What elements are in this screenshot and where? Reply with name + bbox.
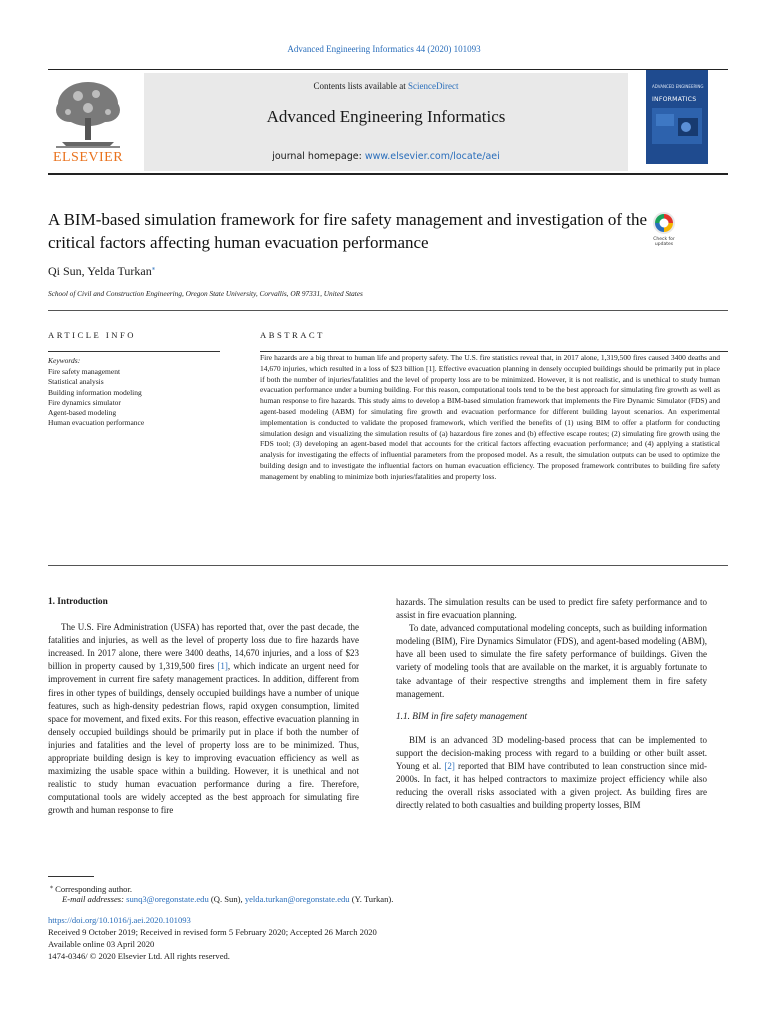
cover-artwork-icon xyxy=(646,70,708,164)
abstract-rule xyxy=(260,351,728,352)
email-label: E-mail addresses: xyxy=(62,894,124,904)
corresponding-author-mark[interactable]: ⁎ xyxy=(151,264,156,272)
section-heading-introduction: 1. Introduction xyxy=(48,597,108,607)
journal-homepage-line xyxy=(144,151,628,162)
corresponding-text: Corresponding author. xyxy=(55,883,133,894)
keywords-label: Keywords: xyxy=(48,356,81,365)
check-updates-line1: Check for xyxy=(653,237,675,242)
keyword-item: Building information modeling xyxy=(48,387,142,397)
bim-text-part1: BIM is an advanced 3D modeling-based process that can be implemented to support the decision-making process with regard to a building or other built asset. Young et al. xyxy=(396,734,707,772)
copyright-notice: 1474-0346/ © 2020 Elsevier Ltd. All rights reserved. xyxy=(48,951,230,961)
body-right-column xyxy=(396,596,707,812)
bim-text-part2: reported that BIM have contributed to lean construction since mid-2000s. In fact, it has helped contractors to maximize project efficiency while also reducing the overall risks associated with a given project. As building fires are directly related to both casualties and building property losses, BIM xyxy=(396,761,707,811)
abstract-text: Fire hazards are a big threat to human life and property safety. The U.S. fire statistics reveal that, in 2017 alone, 1,319,500 fires caused 3400 deaths and 14,670 injuries, which resulted in a loss of $23 billion [1]. Effective evacuation planning in densely occupied buildings should be primarily put in place if both the number of injuries/fatalities and the level of property loss are to be minimized. However, it is not realistic, and is unethical to study human evacuation performance under a burning building. For this reason, computational tools tend to be the best approach for simulating fire growth as well as human response to fire hazards. This study aims to develop a BIM-based simulation framework that implements the Fire Dynamic Simulator (FDS) and agent-based modeling (ABM) for simulating fire growth and evacuation performance for different building layout scenarios. An experimental implementation is conducted to validate the proposed framework, which verified the benefits of (1) using BIM to offer a platform for conducting simulation design and visualizing the simulation results of (a) hazardous fire zones and (b) effective escape routes; (2) simulating fire growth using the FDS tool; (3) developing an agent-based model that accounts for the critical factors affecting evacuation performance; and (4) applying a statistical analysis for investigating the effects of influential parameters from the proposed model. As a result, the simulation outputs can be used to optimize the building design and to investigate the influential factors on human evacuation efficiency. The proposed framework contributes to building fire safety management by enabling to minimize both injuries/fatalities and property loss. xyxy=(260,353,720,481)
abstract-heading: ABSTRACT xyxy=(260,330,325,340)
email1-owner: (Q. Sun), xyxy=(208,894,245,904)
journal-name: Advanced Engineering Informatics xyxy=(266,107,506,126)
affiliation: School of Civil and Construction Engineering, Oregon State University, Corvallis, OR 97331, United States xyxy=(48,289,363,298)
email-link-sun[interactable]: sunq3@oregonstate.edu xyxy=(126,894,209,904)
elsevier-logo[interactable] xyxy=(48,74,128,166)
homepage-link[interactable]: www.elsevier.com/locate/aei xyxy=(364,151,500,162)
footnote-rule xyxy=(48,876,94,877)
journal-cover-thumbnail[interactable] xyxy=(646,70,708,164)
keyword-item: Human evacuation performance xyxy=(48,418,145,428)
keyword-item: Agent-based modeling xyxy=(48,408,117,418)
subsection-heading-bim: 1.1. BIM in fire safety management xyxy=(396,711,528,722)
cover-subtitle: ADVANCED ENGINEERING xyxy=(652,84,704,89)
keyword-item: Fire safety management xyxy=(48,367,121,376)
header-bottom-rule xyxy=(48,173,728,175)
email-link-turkan[interactable]: yelda.turkan@oregonstate.edu xyxy=(244,894,350,904)
intro-continuation: hazards. The simulation results can be used to predict fire safety performance and to assist in fire evacuation planning. xyxy=(396,597,707,621)
sciencedirect-link[interactable]: ScienceDirect xyxy=(408,81,459,91)
footnote-mark: ⁎ xyxy=(50,884,53,890)
keyword-item: Statistical analysis xyxy=(48,377,104,387)
modeling-paragraph: To date, advanced computational modeling concepts, such as building information modeling (BIM), Fire Dynamics Simulator (FDS), and agent-based modeling (ABM), have all been used to simulate the fire safety performance of buildings. Given the variety of modeling tools that are available on the market, it is arguably fortunate to take advantage of their respective strengths and implement them in fire safety management. xyxy=(396,623,707,699)
check-updates-icon xyxy=(648,211,680,237)
received-dates: Received 9 October 2019; Received in revised form 5 February 2020; Accepted 26 March 2020 xyxy=(48,927,377,937)
affiliation-rule xyxy=(48,310,728,311)
intro-paragraph xyxy=(48,621,359,817)
bim-paragraph xyxy=(396,734,707,813)
keyword-item: Fire dynamics simulator xyxy=(48,397,121,407)
doi-link[interactable]: https://doi.org/10.1016/j.aei.2020.101093 xyxy=(48,915,191,925)
intro-text-part1: The U.S. Fire Administration (USFA) has reported that, over the past decade, the fatalities and injuries, as well as the level of property loss due to fire hazards have increased. In 2017 alone, there were 3400 deaths, 14,670 injuries, and a loss of $23 billion in property caused by 1,319,500 fires xyxy=(48,622,359,672)
elsevier-wordmark: ELSEVIER xyxy=(52,150,124,165)
contents-line xyxy=(144,81,628,91)
article-info-heading: ARTICLE INFO xyxy=(48,330,136,340)
check-updates-line2: updates xyxy=(654,242,674,247)
reference-link-2[interactable]: [2] xyxy=(444,761,455,772)
journal-header xyxy=(144,73,628,171)
homepage-prefix: journal homepage: xyxy=(272,151,365,162)
reference-link-1[interactable]: [1] xyxy=(217,661,228,672)
cover-title: INFORMATICS xyxy=(652,96,697,103)
check-updates-label xyxy=(648,237,680,247)
available-online: Available online 03 April 2020 xyxy=(48,939,155,949)
journal-citation-link[interactable]: Advanced Engineering Informatics 44 (2020) 101093 xyxy=(287,44,481,54)
check-for-updates-badge[interactable] xyxy=(648,211,680,249)
intro-text-part2: , which indicate an urgent need for improvement in current fire safety management practices. In addition, different from fires in other types of buildings, densely occupied buildings have a number of unique features, such as high-density pedestrian flows, rapid oxygen consumption, limited space for movement, and fixed exits. For this reason, effective evacuation planning in densely occupied buildings should be primarily put in place if both the number of injuries and fatalities and the level of property loss are to be minimized. Thus, appropriate building design is key to improving evacuation efficiency as well as maximizing the usable space within a building. However, it is unethical and not realistic to study human evacuation performance during a fire. Therefore, computational tools are widely accepted as the best approach for simulating fire growth and human response to fire xyxy=(48,661,359,816)
article-title: A BIM-based simulation framework for fire safety management and investigation of the critical factors affecting human evacuation performance xyxy=(48,210,648,252)
author-list xyxy=(48,264,155,279)
email-addresses xyxy=(62,893,393,905)
keyword-list xyxy=(48,367,144,429)
abstract-end-rule xyxy=(48,565,728,566)
contents-prefix: Contents lists available at xyxy=(313,81,408,91)
email2-owner: (Y. Turkan). xyxy=(349,894,394,904)
header-top-rule xyxy=(48,69,728,70)
article-info-rule xyxy=(48,351,220,352)
body-left-column xyxy=(48,596,359,818)
authors-text: Qi Sun, Yelda Turkan xyxy=(48,264,152,278)
